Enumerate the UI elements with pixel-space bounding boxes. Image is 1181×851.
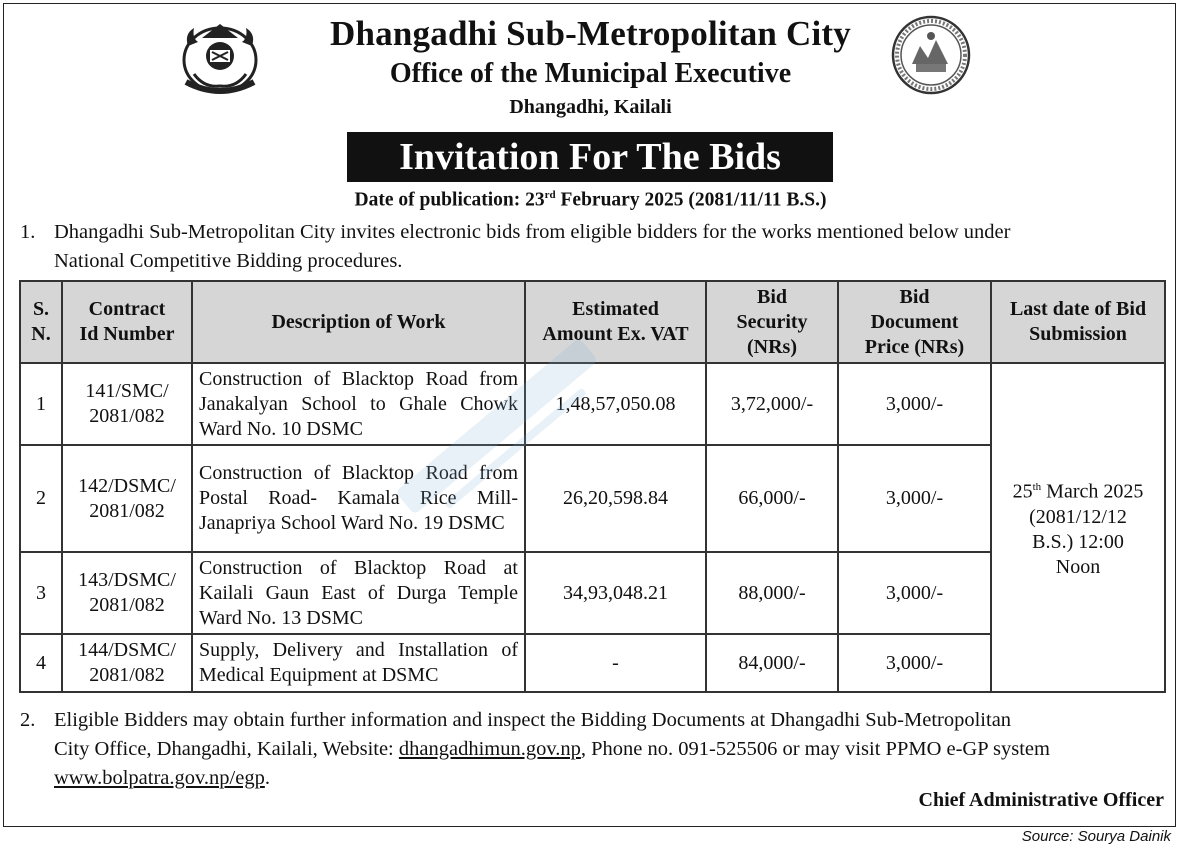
row-document-price: 3,000/- <box>838 552 991 634</box>
row-estimated-amount: 34,93,048.21 <box>525 552 706 634</box>
paragraph-2-line-3: www.bolpatra.gov.np/egp. <box>54 767 270 789</box>
table-header-row <box>20 281 1165 363</box>
row-sn: 4 <box>20 634 62 692</box>
row-contract-id: 141/SMC/ 2081/082 <box>62 363 192 445</box>
row-description: Construction of Blacktop Road from Janakalyan School to Ghale Chowk Ward No. 10 DSMC <box>192 363 525 445</box>
row-bid-security: 88,000/- <box>706 552 838 634</box>
header-document-price: Bid Document Price (NRs) <box>838 281 991 363</box>
paragraph-1-number: 1. <box>20 221 36 243</box>
row-contract-id: 142/DSMC/ 2081/082 <box>62 445 192 552</box>
paragraph-1-line-2: National Competitive Bidding procedures. <box>54 250 403 272</box>
egp-link[interactable]: www.bolpatra.gov.np/egp <box>54 767 265 789</box>
row-contract-id: 143/DSMC/ 2081/082 <box>62 552 192 634</box>
publication-date: Date of publication: 23rd February 2025 (2081/11/11 B.S.) <box>354 189 827 211</box>
header-last-date: Last date of Bid Submission <box>991 281 1165 363</box>
row-sn: 3 <box>20 552 62 634</box>
header-estimated-amount: Estimated Amount Ex. VAT <box>525 281 706 363</box>
row-sn: 2 <box>20 445 62 552</box>
website-link[interactable]: dhangadhimun.gov.np <box>398 738 581 760</box>
source-credit: Source: Sourya Dainik <box>1021 828 1171 845</box>
row-bid-security: 3,72,000/- <box>706 363 838 445</box>
city-name: Dhangadhi Sub-Metropolitan City <box>330 14 851 53</box>
paragraph-1-line-1: Dhangadhi Sub-Metropolitan City invites electronic bids from eligible bidders for the works mentioned below under <box>54 221 1011 243</box>
paragraph-1 <box>20 218 1164 276</box>
notice-title: Invitation For The Bids <box>347 132 833 182</box>
row-bid-security: 66,000/- <box>706 445 838 552</box>
bids-table <box>19 280 1166 693</box>
row-description: Construction of Blacktop Road from Postal Road- Kamala Rice Mill- Janapriya School Ward No. 19 DSMC <box>192 445 525 552</box>
row-document-price: 3,000/- <box>838 363 991 445</box>
row-description: Construction of Blacktop Road at Kailali Gaun East of Durga Temple Ward No. 13 DSMC <box>192 552 525 634</box>
paragraph-2-number: 2. <box>20 709 36 731</box>
table-row <box>20 363 1165 445</box>
header-description: Description of Work <box>192 281 525 363</box>
row-contract-id: 144/DSMC/ 2081/082 <box>62 634 192 692</box>
paragraph-2-line-2: City Office, Dhangadhi, Kailali, Website: dhangadhimun.gov.np, Phone no. 091-525506 or may visit PPMO e-GP system <box>54 738 1050 760</box>
row-bid-security: 84,000/- <box>706 634 838 692</box>
row-estimated-amount: 26,20,598.84 <box>525 445 706 552</box>
row-document-price: 3,000/- <box>838 634 991 692</box>
row-description: Supply, Delivery and Installation of Medical Equipment at DSMC <box>192 634 525 692</box>
header-sn: S. N. <box>20 281 62 363</box>
header-contract-id: Contract Id Number <box>62 281 192 363</box>
office-location: Dhangadhi, Kailali <box>509 96 672 118</box>
row-estimated-amount: - <box>525 634 706 692</box>
office-name: Office of the Municipal Executive <box>389 58 792 89</box>
last-date-cell: 25th March 2025 (2081/12/12 B.S.) 12:00 Noon <box>991 363 1165 692</box>
paragraph-2 <box>20 706 1164 793</box>
paragraph-2-line-1: Eligible Bidders may obtain further information and inspect the Bidding Documents at Dhangadhi Sub-Metropolitan <box>54 709 1012 731</box>
row-estimated-amount: 1,48,57,050.08 <box>525 363 706 445</box>
header-bid-security: Bid Security (NRs) <box>706 281 838 363</box>
row-sn: 1 <box>20 363 62 445</box>
signature: Chief Administrative Officer <box>918 789 1164 811</box>
row-document-price: 3,000/- <box>838 445 991 552</box>
